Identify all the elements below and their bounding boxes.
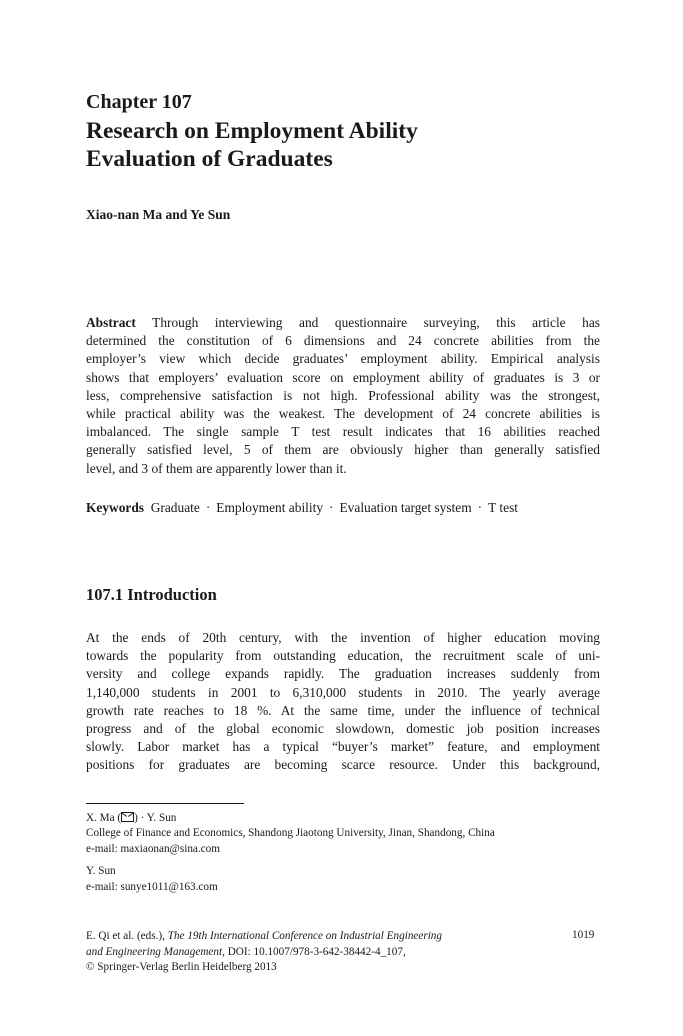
abstract-line: less, comprehensive satisfaction is not high. Professional ability was the strongest,	[86, 387, 600, 403]
keyword-separator: ·	[329, 500, 334, 515]
page-footer	[86, 929, 442, 976]
footer-line	[86, 945, 442, 961]
abstract-line: employer’s view which decide graduates’ employment ability. Empirical analysis	[86, 351, 600, 367]
keyword: Employment ability	[216, 500, 324, 515]
intro-line: 1,140,000 students in 2001 to 6,310,000 students in 2010. The yearly average	[86, 684, 600, 700]
section-heading: 107.1 Introduction	[86, 585, 217, 604]
footnote-email1[interactable]: e-mail: maxiaonan@sina.com	[86, 843, 220, 855]
chapter-title-line: Research on Employment Ability	[86, 118, 418, 144]
abstract-line: shows that employers’ evaluation score on employment ability of graduates is 3 or	[86, 369, 600, 385]
intro-line: growth rate reaches to 18 %. At the same time, under the influence of technical	[86, 702, 600, 718]
abstract-line: imbalanced. The single sample T test result indicates that 16 abilities reached	[86, 424, 600, 440]
intro-line: positions for graduates are becoming scarce resource. Under this background,	[86, 757, 600, 773]
footnote-author1	[86, 811, 176, 827]
footnote-email2[interactable]: e-mail: sunye1011@163.com	[86, 881, 218, 893]
abstract-label: Abstract	[86, 315, 136, 330]
keywords-label: Keywords	[86, 500, 145, 515]
abstract-line: while practical ability was the weakest. The development of 24 concrete abilities is	[86, 405, 600, 421]
abstract-line	[86, 314, 600, 332]
footnote-rule	[86, 803, 244, 804]
keyword-separator: ·	[205, 500, 211, 515]
keyword: Graduate	[150, 500, 200, 515]
keywords	[86, 500, 518, 516]
chapter-label: Chapter 107	[86, 91, 192, 113]
intro-line: progress and of the global economic slowdown, domestic job position increases	[86, 720, 600, 736]
chapter-title-line: Evaluation of Graduates	[86, 146, 333, 172]
footnote-author1-rest: ) · Y. Sun	[134, 812, 177, 824]
introduction-text	[86, 629, 600, 775]
footer-conference-cont: and Engineering Management	[86, 945, 223, 958]
footer-conference: The 19th International Conference on Industrial Engineering	[167, 930, 442, 942]
footer-copyright: © Springer-Verlag Berlin Heidelberg 2013	[86, 961, 277, 973]
keyword: Evaluation target system	[339, 500, 472, 515]
footnote-author1-name: X. Ma (	[86, 812, 122, 824]
intro-line: versity and college expands rapidly. The graduation increases suddenly from	[86, 666, 600, 682]
keyword: T test	[488, 500, 519, 515]
footer-editors: E. Qi et al. (eds.),	[86, 930, 168, 942]
abstract-text: Through interviewing and questionnaire surveying, this article has	[152, 315, 601, 330]
intro-line: At the ends of 20th century, with the invention of higher education moving	[86, 630, 600, 645]
footer-doi[interactable]: , DOI: 10.1007/978-3-642-38442-4_107,	[222, 945, 406, 958]
envelope-icon	[121, 812, 134, 822]
abstract-line: level, and 3 of them are apparently lower than it.	[86, 460, 347, 476]
page-number: 1019	[572, 929, 595, 941]
intro-line: towards the popularity from outstanding education, the recruitment scale of uni-	[86, 648, 600, 664]
abstract-line: determined the constitution of 6 dimensions and 24 concrete abilities from the	[86, 333, 600, 349]
chapter-title	[86, 117, 606, 173]
authors: Xiao-nan Ma and Ye Sun	[86, 207, 231, 222]
footnote-affiliation: College of Finance and Economics, Shandong Jiaotong University, Jinan, Shandong, China	[86, 827, 495, 839]
intro-line: slowly. Labor market has a typical “buyer’s market” feature, and employment	[86, 739, 600, 755]
keyword-separator: ·	[477, 500, 483, 515]
footnote-author2: Y. Sun	[86, 865, 116, 877]
abstract	[86, 314, 600, 478]
footer-line	[86, 929, 442, 945]
abstract-line: generally satisfied level, 5 of them are obviously higher than generally satisfied	[86, 442, 600, 458]
